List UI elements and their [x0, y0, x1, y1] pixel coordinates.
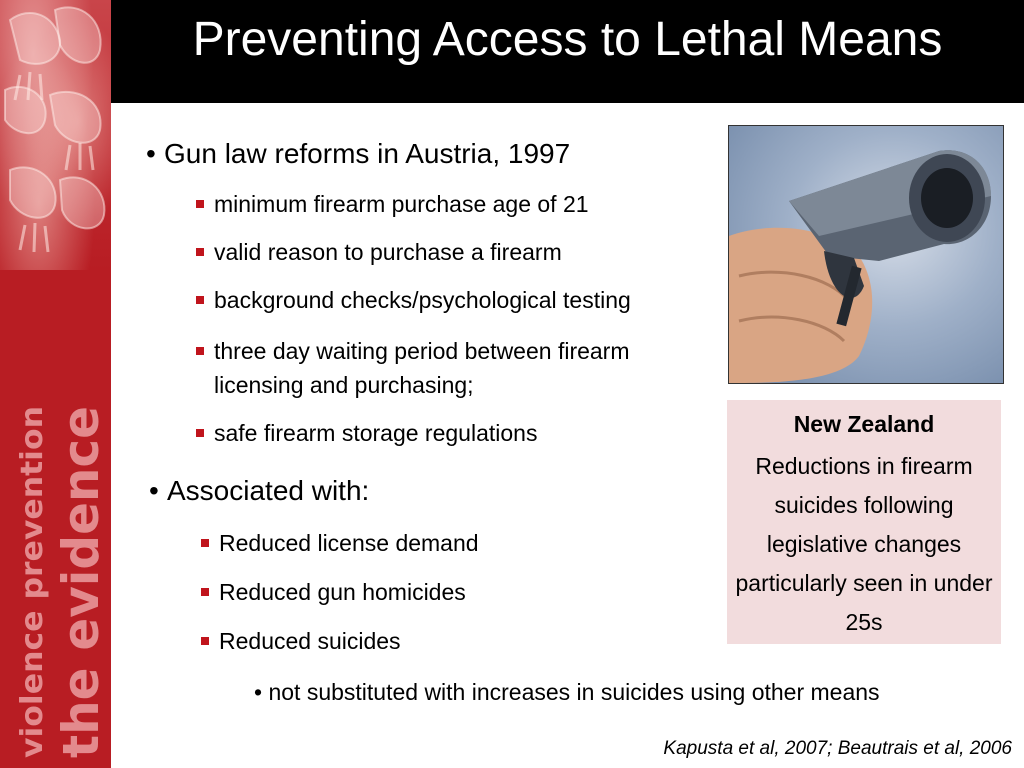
sidebar-line-the-evidence: the evidence	[52, 394, 110, 758]
bullet-associated-text: Associated with:	[167, 475, 370, 506]
citation: Kapusta et al, 2007; Beautrais et al, 2006	[663, 738, 1012, 759]
hands-photo	[0, 0, 111, 270]
sub-bullet-text: three day waiting period between firearm	[214, 338, 630, 364]
sub-sub-bullet-text: not substituted with increases in suicides using other means	[268, 679, 880, 705]
sub-bullet-text: licensing and purchasing;	[214, 372, 474, 398]
sidebar-banner	[0, 0, 111, 768]
sub-bullet	[214, 417, 537, 449]
sub-bullet-text: Reduced suicides	[219, 628, 401, 654]
bullet-austria: • Gun law reforms in Austria, 1997	[146, 138, 571, 169]
sub-bullet-text: Reduced license demand	[219, 530, 479, 556]
sub-sub-bullet: • not substituted with increases in suicides using other means	[254, 679, 880, 705]
sub-bullet	[214, 236, 562, 268]
callout-body: Reductions in firearm suicides following legislative changes particularly seen in under 25s	[735, 453, 993, 635]
sub-bullet-text: valid reason to purchase a firearm	[214, 239, 562, 265]
callout-heading: New Zealand	[793, 411, 935, 437]
sub-bullet	[219, 576, 466, 608]
sub-bullet	[214, 335, 630, 367]
sub-bullet-text: Reduced gun homicides	[219, 579, 466, 605]
hands-illustration	[0, 0, 111, 270]
sub-bullet	[214, 188, 589, 220]
sub-bullet	[214, 284, 631, 316]
handgun-photo	[728, 125, 1004, 384]
title-bar	[111, 0, 1024, 103]
sub-bullet-text: background checks/psychological testing	[214, 287, 631, 313]
slide-title: Preventing Access to Lethal Means	[192, 13, 943, 66]
sidebar-line-violence-prevention: violence prevention	[15, 422, 50, 758]
bullet-austria-text: Gun law reforms in Austria, 1997	[164, 138, 571, 169]
sub-bullet-text: safe firearm storage regulations	[214, 420, 538, 446]
bullet-associated: • Associated with:	[149, 475, 370, 506]
new-zealand-callout	[727, 400, 1001, 644]
sub-bullet-continuation	[214, 369, 474, 401]
sub-bullet-text: minimum firearm purchase age of 21	[214, 191, 589, 217]
sub-bullet	[219, 625, 401, 657]
sidebar-wordmark	[0, 270, 111, 768]
sub-bullet	[219, 527, 479, 559]
